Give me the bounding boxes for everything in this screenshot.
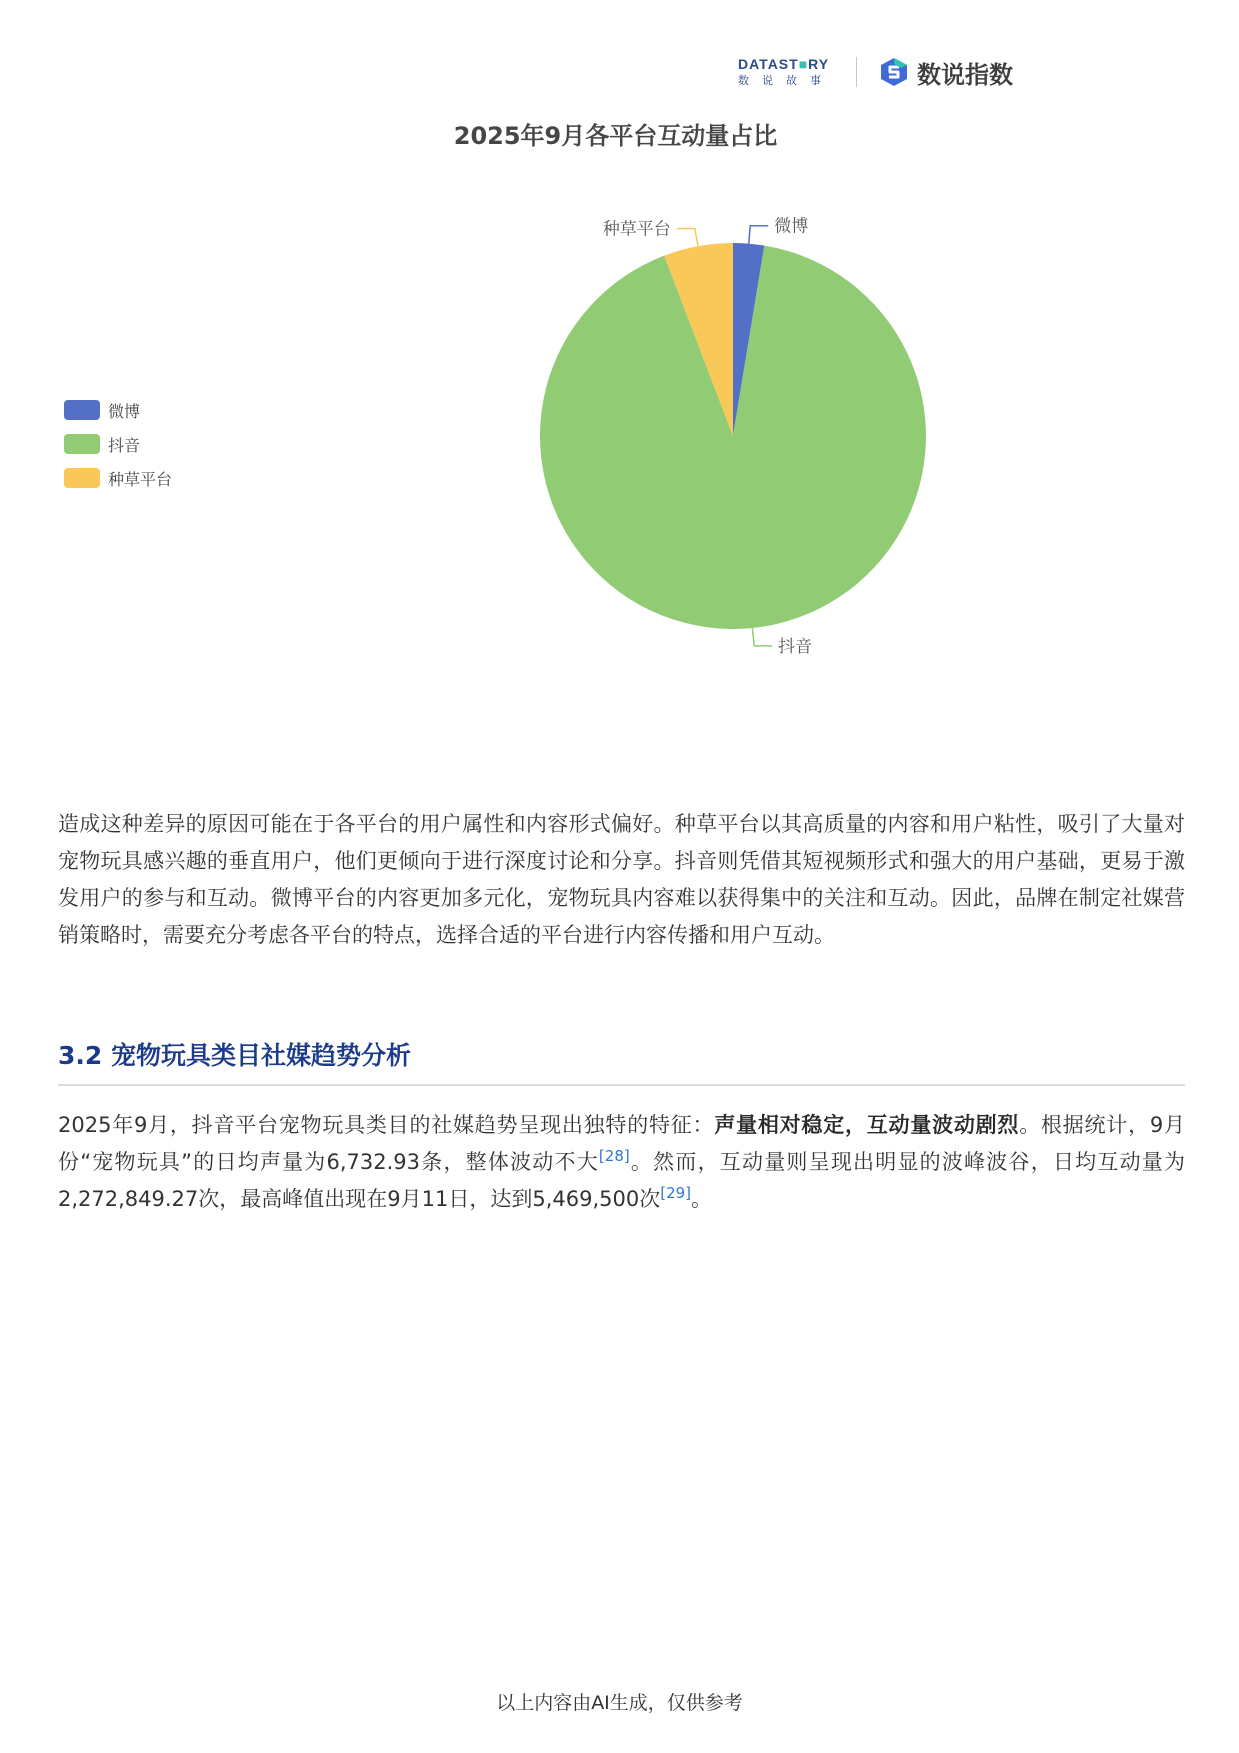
pie-label-zhongcao: 种草平台 <box>602 219 671 240</box>
paragraph-2: 2025年9月，抖音平台宠物玩具类目的社媒趋势呈现出独特的特征：声量相对稳定，互动量波动剧烈。根据统计，9月份“宠物玩具”的日均声量为6,732.93条，整体波动不大[28]。然而，互动量则呈现出明显的波峰波谷，日均互动量为2,272,849.27次，最高峰值出现在9月11日，达到5,469,500次[29]。 <box>58 1113 1185 1211</box>
paragraph-1: 造成这种差异的原因可能在于各平台的用户属性和内容形式偏好。种草平台以其高质量的内容和用户粘性，吸引了大量对宠物玩具感兴趣的垂直用户，他们更倾向于进行深度讨论和分享。抖音则凭借其短视频形式和强大的用户基础，更易于激发用户的参与和互动。微博平台的内容更加多元化，宠物玩具内容难以获得集中的关注和互动。因此，品牌在制定社媒营销策略时，需要充分考虑各平台的特点，选择合适的平台进行内容传播和用户互动。 <box>58 812 1185 947</box>
datastory-logo-en: DATAST■RY <box>738 56 830 72</box>
chart-title: 2025年9月各平台互动量占比 <box>453 122 778 150</box>
citation-29[interactable]: [29] <box>660 1184 692 1202</box>
legend-label-weibo: 微博 <box>108 401 141 421</box>
pie-leader-weibo <box>749 226 768 244</box>
legend-label-douyin: 抖音 <box>108 435 141 455</box>
pie-chart <box>0 0 1239 720</box>
pie-leader-zhongcao <box>677 228 698 246</box>
section-title: 3.2 宠物玩具类目社媒趋势分析 <box>58 1036 1185 1086</box>
pie-leader-douyin <box>752 628 772 646</box>
pie-label-douyin: 抖音 <box>778 636 813 657</box>
sszs-logo-text: 数说指数 <box>917 60 1013 89</box>
highlight-text: 声量相对稳定，互动量波动剧烈 <box>714 1113 1020 1137</box>
analysis-paragraph <box>58 806 1185 954</box>
ai-disclaimer: 以上内容由AI生成，仅供参考 <box>496 1692 743 1714</box>
legend-label-zhongcao: 种草平台 <box>108 469 173 489</box>
pie-label-weibo: 微博 <box>774 216 809 237</box>
citation-28[interactable]: [28] <box>598 1147 630 1165</box>
datastory-logo-cn: 数说故事 <box>738 74 834 87</box>
trend-paragraph <box>58 1107 1185 1218</box>
